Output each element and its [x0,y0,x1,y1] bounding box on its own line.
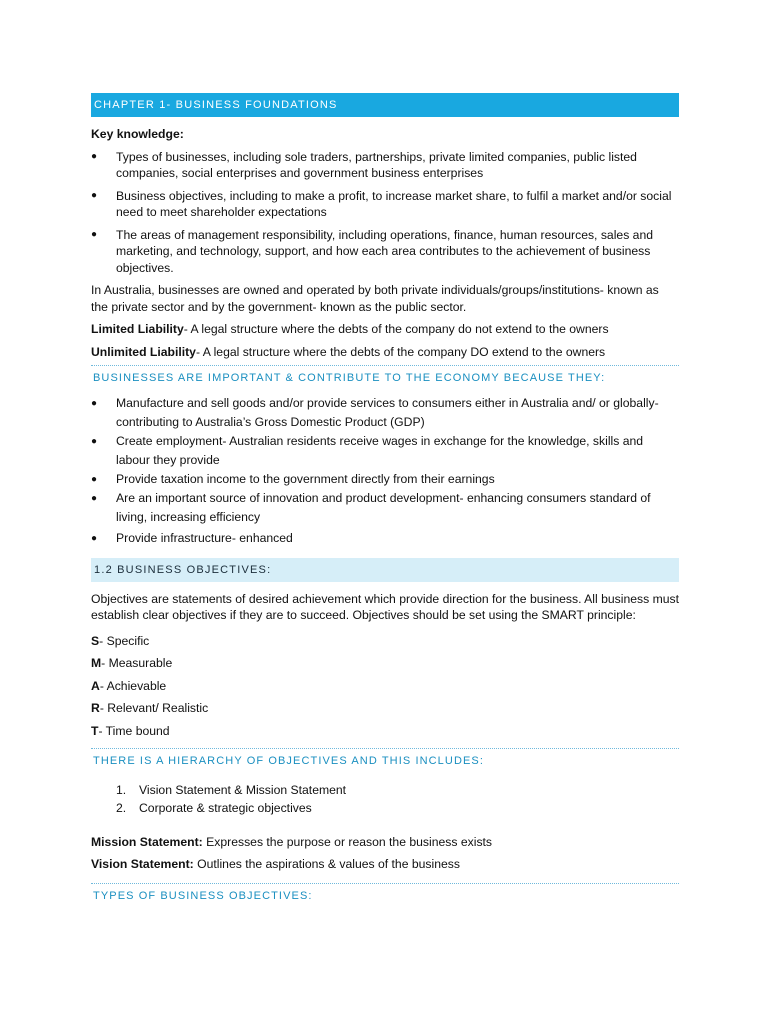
smart-item: T- Time bound [91,723,170,738]
smart-item: M- Measurable [91,656,173,670]
divider [91,748,679,749]
bullet-icon: ● [91,150,98,162]
hierarchy-list [91,781,679,817]
list-item: ● Types of businesses, including sole traders, partnerships, private limited companies, public listed companies, social enterprises and government business enterprises [91,149,637,180]
list-item: ● Provide taxation income to the government directly from their earnings [91,470,679,489]
bullet-icon: ● [91,397,98,409]
key-knowledge-label: Key knowledge: [91,127,184,141]
list-item: ● Provide infrastructure- enhanced [91,529,679,548]
bullet-icon: ● [91,435,98,447]
unlimited-liability: Unlimited Liability- A legal structure where the debts of the company DO extend to the owners [91,344,606,359]
bullet-icon: ● [91,473,98,485]
bullet-icon: ● [91,228,98,240]
types-heading: TYPES OF BUSINESS OBJECTIVES: [93,889,313,902]
divider [91,883,679,884]
list-item: ● The areas of management responsibility, including operations, finance, human resources, sales and marketing, and technology, support, and how each area contributes to the achievement of business objectives. [91,227,654,275]
list-item: ● Create employment- Australian residents receive wages in exchange for the knowledge, skills and labour they provide [91,433,644,467]
mission-statement: Mission Statement: Expresses the purpose or reason the business exists [91,834,493,849]
list-item: ● Business objectives, including to make a profit, to increase market share, to fulfil a market and/or social need to meet shareholder expectations [91,188,672,219]
importance-heading: BUSINESSES ARE IMPORTANT & CONTRIBUTE TO THE ECONOMY BECAUSE THEY: [93,372,606,384]
key-knowledge-list [91,149,679,277]
bullet-icon: ● [91,492,98,504]
objectives-heading: 1.2 BUSINESS OBJECTIVES: [91,558,679,582]
list-item: ● Manufacture and sell goods and/or provide services to consumers either in Australia and/ or globally- contributing to Australia’s Gross Domestic Product (GDP) [91,395,659,429]
document-page [91,93,679,905]
smart-list [91,630,679,743]
importance-list [91,394,679,548]
bullet-icon: ● [91,189,98,201]
objectives-paragraph: Objectives are statements of desired achievement which provide direction for the business. All business must establish clear objectives if they are to succeed. Objectives should be set using the SMART principle: [91,591,679,622]
list-item: ● Are an important source of innovation and product development- enhancing consumers standard of living, increasing efficiency [91,490,651,524]
hierarchy-heading: THERE IS A HIERARCHY OF OBJECTIVES AND THIS INCLUDES: [93,755,485,767]
smart-item: S- Specific [91,633,150,648]
smart-item: R- Relevant/ Realistic [91,701,209,715]
bullet-icon: ● [91,532,98,544]
list-item: 1. Vision Statement & Mission Statement [116,782,347,797]
smart-item: A- Achievable [91,678,167,693]
chapter-heading: CHAPTER 1- BUSINESS FOUNDATIONS [91,93,679,117]
limited-liability: Limited Liability- A legal structure where the debts of the company do not extend to the owners [91,322,609,336]
divider [91,365,679,366]
intro-paragraph: In Australia, businesses are owned and operated by both private individuals/groups/institutions- known as the private sector and by the government- known as the public sector. [91,283,659,314]
list-item: 2. Corporate & strategic objectives [116,800,312,815]
vision-statement: Vision Statement: Outlines the aspirations & values of the business [91,856,460,871]
